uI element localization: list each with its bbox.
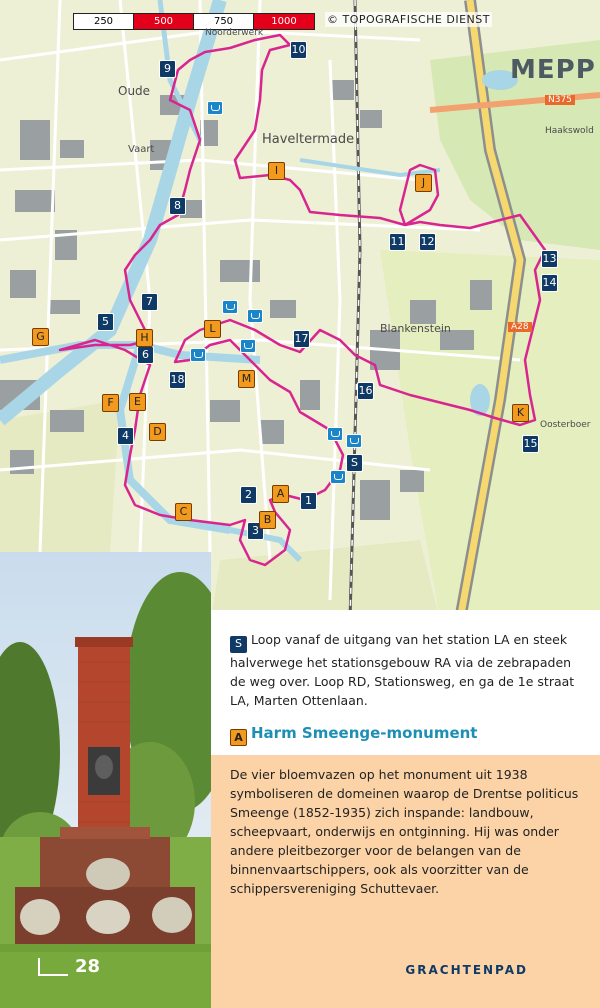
marker-d[interactable]: D [149, 423, 166, 441]
station-marker-inline: S [230, 636, 247, 653]
cafe-icon [240, 339, 256, 353]
monument-photo [0, 552, 211, 1008]
marker-12[interactable]: 12 [419, 233, 436, 251]
intro-text: Loop vanaf de uitgang van het station LA en steek halverwege het stationsgebouw RA via de zebrapaden de weg over. Loop RD, Stationsweg, en ga de 1e straat LA, Marten Ottenlaan. [230, 632, 575, 708]
scale-750: 750 [194, 14, 254, 29]
marker-c[interactable]: C [175, 503, 192, 521]
marker-11[interactable]: 11 [389, 233, 406, 251]
scale-bar [73, 13, 315, 30]
marker-10[interactable]: 10 [290, 41, 307, 59]
marker-g[interactable]: G [32, 328, 49, 346]
marker-5[interactable]: 5 [97, 313, 114, 331]
marker-station[interactable]: S [346, 454, 363, 472]
marker-m[interactable]: M [238, 370, 255, 388]
marker-h[interactable]: H [136, 329, 153, 347]
marker-17[interactable]: 17 [293, 330, 310, 348]
label-vaart: Vaart [128, 144, 155, 155]
scale-250: 250 [74, 14, 134, 29]
marker-a[interactable]: A [272, 485, 289, 503]
marker-2[interactable]: 2 [240, 486, 257, 504]
label-oude: Oude [118, 84, 151, 98]
train-icon [346, 434, 362, 448]
marker-15[interactable]: 15 [522, 435, 539, 453]
cafe-icon [327, 427, 343, 441]
marker-i[interactable]: I [268, 162, 285, 180]
marker-7[interactable]: 7 [141, 293, 158, 311]
marker-13[interactable]: 13 [541, 250, 558, 268]
label-noorderwerk: Noorderwerk [205, 28, 264, 38]
label-haakswold: Haakswold [545, 126, 594, 136]
route-name: GRACHTENPAD [405, 963, 528, 977]
label-haveltermade: Haveltermade [262, 132, 355, 147]
label-blankenstein: Blankenstein [380, 322, 451, 335]
marker-e[interactable]: E [129, 393, 146, 411]
cafe-icon [207, 101, 223, 115]
cafe-icon [190, 348, 206, 362]
marker-18[interactable]: 18 [169, 371, 186, 389]
page-corner-mark [38, 958, 68, 976]
page-number: 28 [75, 956, 101, 977]
marker-9[interactable]: 9 [159, 60, 176, 78]
marker-l[interactable]: L [204, 320, 221, 338]
cafe-icon [330, 470, 346, 484]
scale-1000: 1000 [254, 14, 314, 29]
marker-3[interactable]: 3 [247, 522, 264, 540]
cafe-icon [222, 300, 238, 314]
intro-paragraph [230, 630, 575, 710]
marker-4[interactable]: 4 [117, 427, 134, 445]
marker-f[interactable]: F [102, 394, 119, 412]
label-oosterboer: Oosterboer [540, 420, 591, 430]
map-copyright: © TOPOGRAFISCHE DIENST [327, 13, 490, 26]
section-heading [230, 724, 477, 746]
cafe-icon [247, 309, 263, 323]
marker-6[interactable]: 6 [137, 346, 154, 364]
label-road-n375: N375 [545, 95, 575, 105]
marker-b[interactable]: B [259, 511, 276, 529]
marker-1[interactable]: 1 [300, 492, 317, 510]
label-meppel: MEPP [510, 55, 596, 85]
story-text: De vier bloemvazen op het monument uit 1938 symboliseren de domeinen waarop de Drentse politicus Smeenge (1852-1935) zich inspande: landbouw, scheepvaart, onderwijs en ontginning. Hij was onder andere pleitbezorger voor de belangen van de binnenvaartschippers, ook als voorzitter van de schippersvereniging Schuttevaer. [230, 767, 579, 896]
marker-j[interactable]: J [415, 174, 432, 192]
marker-k[interactable]: K [512, 404, 529, 422]
letter-marker-inline: A [230, 729, 247, 746]
marker-8[interactable]: 8 [169, 197, 186, 215]
heading-text: Harm Smeenge-monument [251, 724, 478, 742]
scale-500: 500 [134, 14, 194, 29]
marker-16[interactable]: 16 [357, 382, 374, 400]
marker-14[interactable]: 14 [541, 274, 558, 292]
label-road-a28: A28 [508, 322, 532, 332]
